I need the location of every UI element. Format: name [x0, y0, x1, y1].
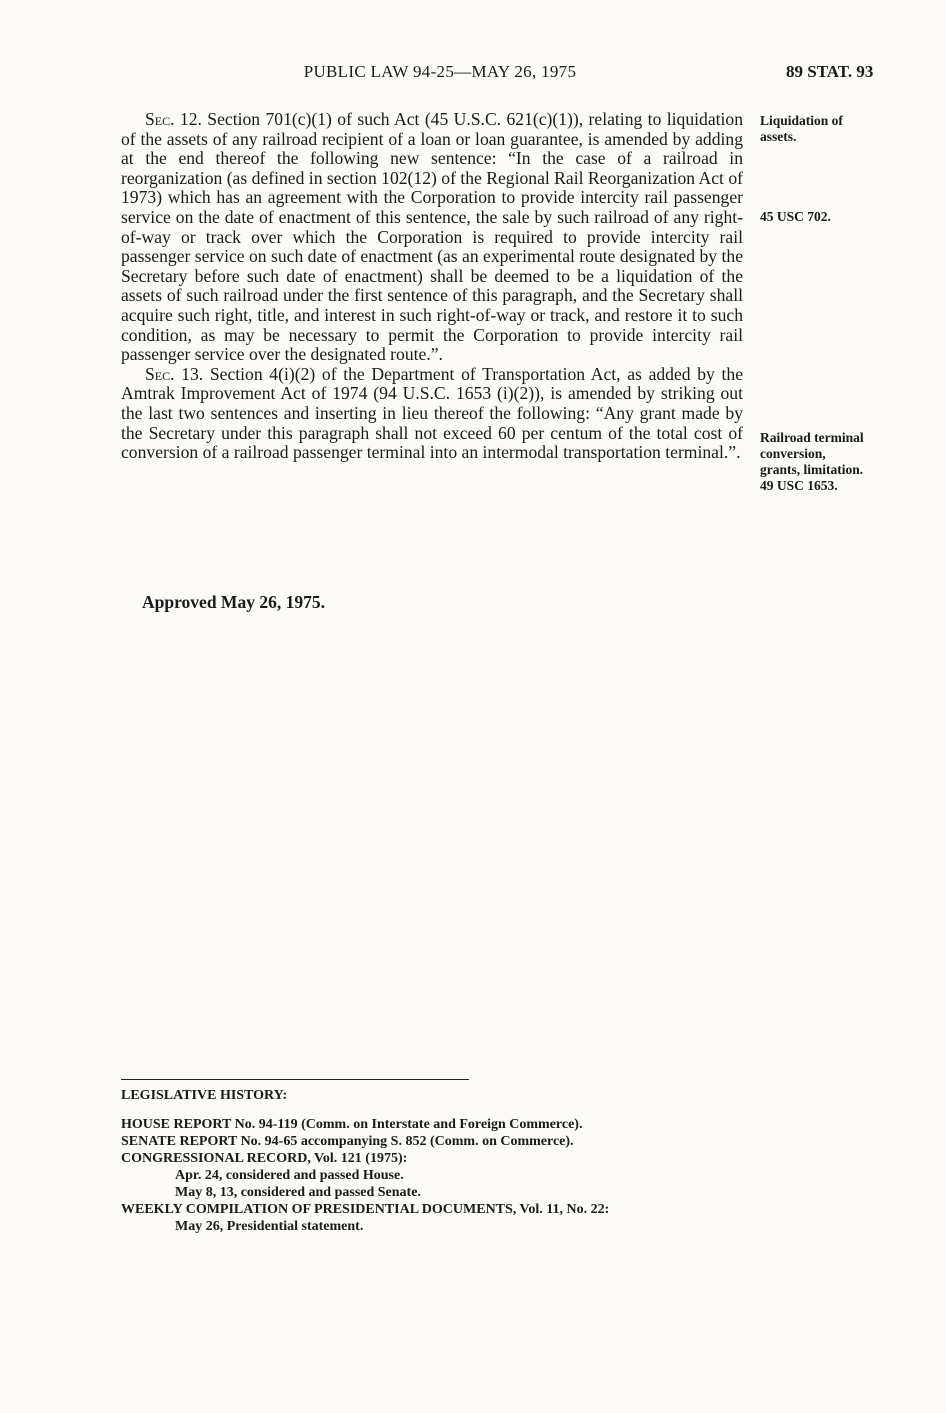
section-label: Sec.: [145, 109, 175, 129]
section-13-paragraph: [121, 365, 743, 463]
section-13-text: 13. Section 4(i)(2) of the Department of Transportation Act, as added by the Amtrak Improvement Act of 1974 (94 U.S.C. 1653 (i)(2)), is amended by striking out the last two sentences and inserting in lieu thereof the following: “Any grant made by the Secretary under this paragraph shall not exceed 60 per centum of the total cost of conversion of a railroad passenger terminal into an intermodal transportation terminal.”.: [121, 363, 743, 463]
section-label: Sec.: [145, 363, 175, 384]
history-line: WEEKLY COMPILATION OF PRESIDENTIAL DOCUMENTS, Vol. 11, No. 22:: [121, 1202, 610, 1217]
history-line: CONGRESSIONAL RECORD, Vol. 121 (1975):: [121, 1151, 408, 1166]
margin-note-railroad-terminal: [760, 430, 900, 494]
approval-date: Approved May 26, 1975.: [142, 592, 325, 612]
margin-note-line: Railroad terminal: [760, 430, 864, 445]
margin-note-line: assets.: [760, 129, 797, 144]
section-12-paragraph: [121, 110, 743, 365]
margin-note-line: 49 USC 1653.: [760, 478, 838, 493]
history-line: May 8, 13, considered and passed Senate.: [175, 1185, 421, 1200]
margin-note-line: 45 USC 702.: [760, 209, 831, 224]
history-line: HOUSE REPORT No. 94-119 (Comm. on Interstate and Foreign Commerce).: [121, 1117, 583, 1132]
history-line: May 26, Presidential statement.: [175, 1219, 364, 1234]
running-header-title: PUBLIC LAW 94-25—MAY 26, 1975: [303, 62, 577, 81]
margin-note-line: Liquidation of: [760, 113, 843, 128]
stat-page-number: 89 STAT. 93: [786, 62, 874, 81]
margin-note-line: grants, limitation.: [760, 462, 864, 477]
margin-note-line: conversion,: [760, 446, 826, 461]
history-line: Apr. 24, considered and passed House.: [175, 1168, 404, 1183]
section-12-text: 12. Section 701(c)(1) of such Act (45 U.S.C. 621(c)(1)), relating to liquidation of the assets of any railroad recipient of a loan or loan guarantee, is amended by adding at the end thereof the following new sentence: “In the case of a railroad in reorganization (as defined in section 102(12) of the Regional Rail Reorganization Act of 1973) which has an agreement with the Corporation to provide intercity rail passenger service on the date of enactment of this sentence, the sale by such railroad of any right-of-way or track over which the Corporation is required to provide intercity rail passenger service on such date of enactment (as an experimental route designated by the Secretary before such date of enactment) shall be deemed to be a liquidation of the assets of such railroad under the first sentence of this paragraph, and the Secretary shall acquire such right, title, and interest in such right-of-way or track, and restore it to such condition, as may be necessary to permit the Corporation to provide intercity rail passenger service over the designated route.”.: [121, 109, 743, 365]
history-line: SENATE REPORT No. 94-65 accompanying S. 852 (Comm. on Commerce).: [121, 1134, 574, 1149]
margin-note-liquidation: [760, 113, 900, 145]
legislative-history: [121, 1087, 761, 1235]
footnote-rule: [121, 1079, 469, 1080]
legislative-history-heading: LEGISLATIVE HISTORY:: [121, 1088, 288, 1103]
main-text: [121, 110, 743, 463]
margin-note-45-usc-702: [760, 209, 900, 225]
